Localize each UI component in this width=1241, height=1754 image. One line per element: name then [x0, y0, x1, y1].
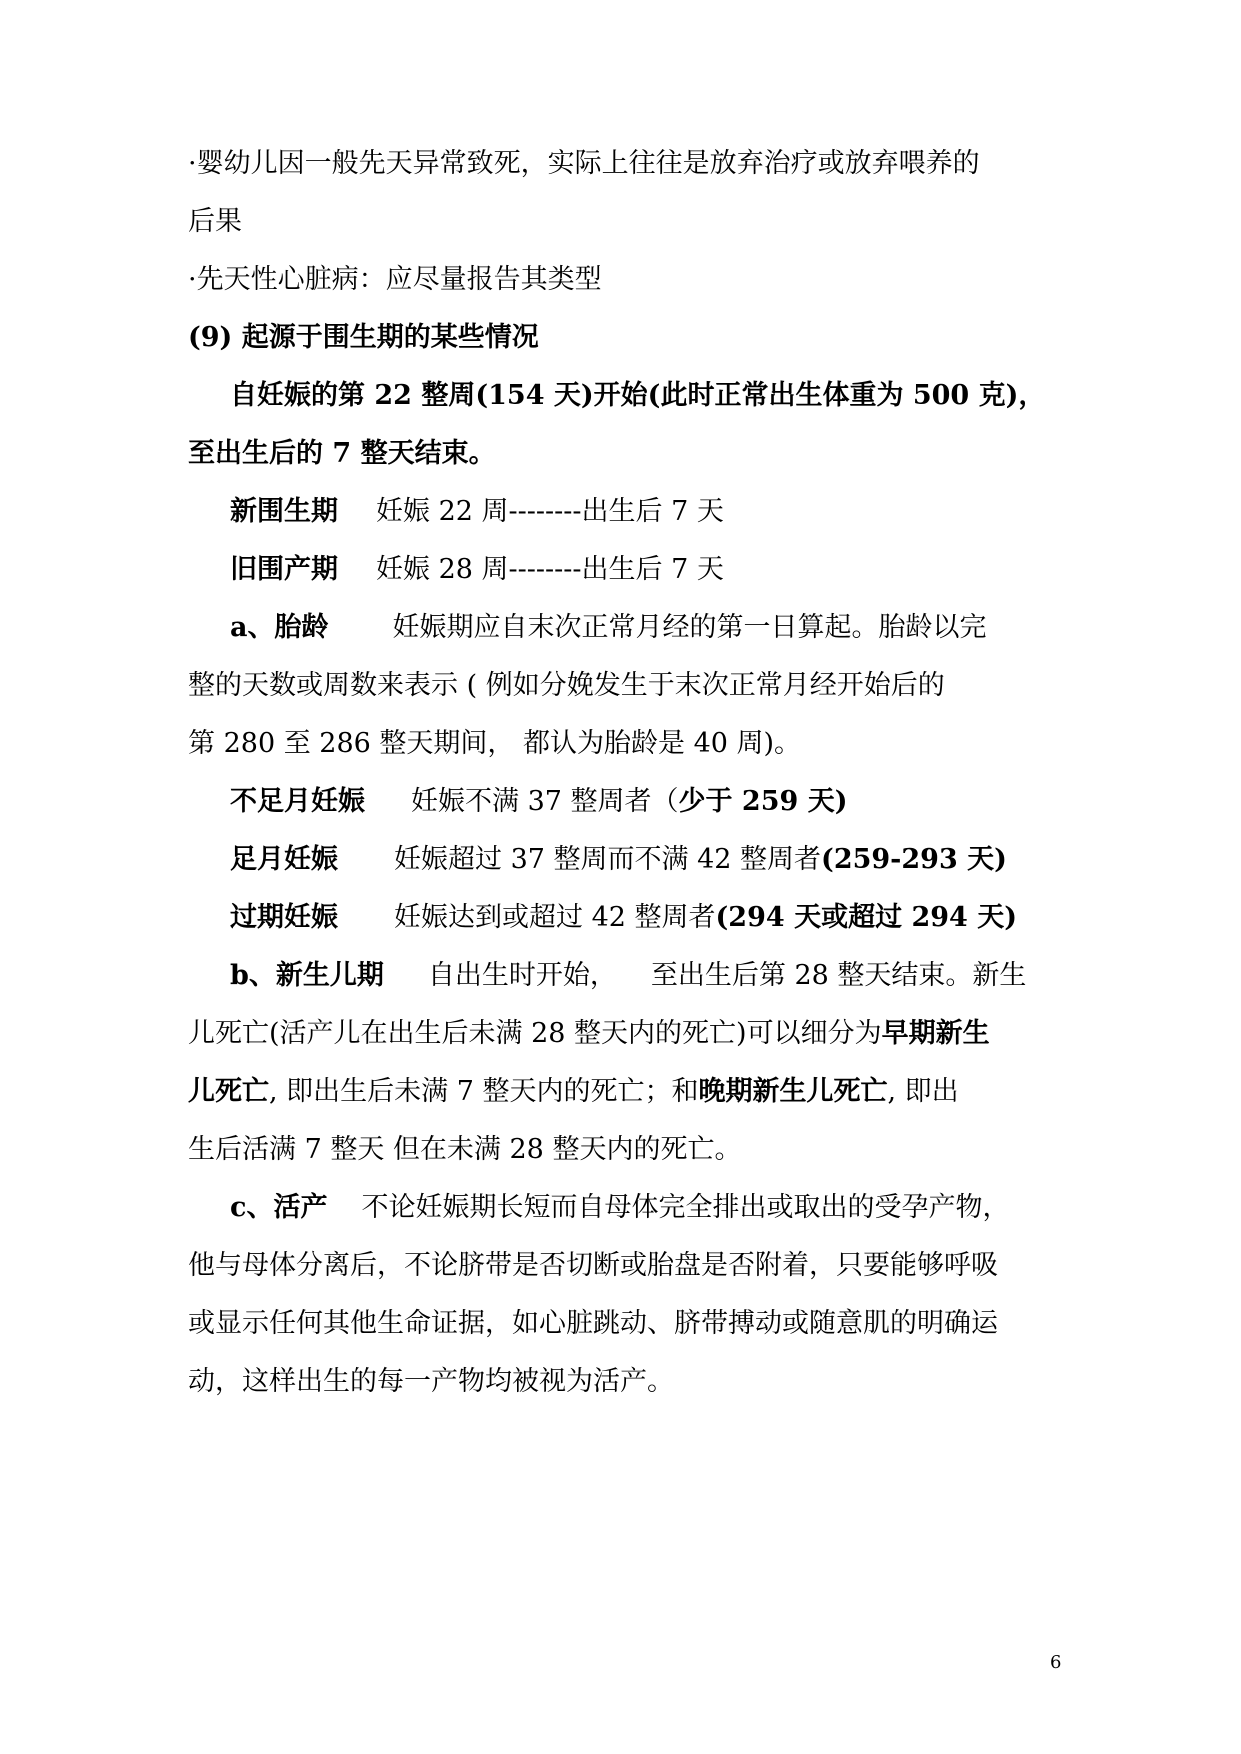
term-full: 足月妊娠 妊娠超过 37 整周而不满 42 整周者(259-293 天)	[230, 844, 1007, 875]
live-birth-line-2: 他与母体分离后，不论脐带是否切断或胎盘是否附着，只要能够呼吸	[188, 1250, 998, 1281]
period-desc: 妊娠 22 周--------出生后 7 天	[376, 496, 724, 527]
term-label: 足月妊娠	[230, 844, 338, 875]
bullet-2: ·先天性心脏病：应尽量报告其类型	[188, 264, 602, 295]
term-label: 不足月妊娠	[230, 786, 365, 817]
period-desc: 妊娠 28 周--------出生后 7 天	[376, 554, 724, 585]
term-label: 过期妊娠	[230, 902, 338, 933]
section-intro-line-2: 至出生后的 7 整天结束。	[188, 438, 496, 469]
gestational-age-line-2: 整的天数或周数来表示 ( 例如分娩发生于末次正常月经开始后的	[188, 670, 945, 701]
bullet-1-line-2: 后果	[188, 206, 242, 237]
period-term: 新围生期	[230, 496, 338, 527]
neonatal-line-4: 生后活满 7 整天 但在未满 28 整天内的死亡。	[188, 1134, 742, 1165]
term-label: a、胎龄	[230, 612, 329, 643]
term-label: b、新生儿期	[230, 960, 384, 991]
page-number: 6	[1050, 1652, 1062, 1673]
neonatal-line-1: b、新生儿期 自出生时开始， 至出生后第 28 整天结束。新生	[230, 960, 1027, 991]
neonatal-line-3: 儿死亡, 即出生后未满 7 整天内的死亡；和晚期新生儿死亡, 即出	[188, 1076, 959, 1107]
term-label: c、活产	[230, 1192, 328, 1223]
gestational-age-line-3: 第 280 至 286 整天期间， 都认为胎龄是 40 周)。	[188, 728, 802, 759]
neonatal-line-2: 儿死亡(活产儿在出生后未满 28 整天内的死亡)可以细分为早期新生	[188, 1018, 990, 1049]
period-old	[230, 552, 1110, 588]
term-preterm: 不足月妊娠 妊娠不满 37 整周者（少于 259 天)	[230, 786, 848, 817]
live-birth-line-3: 或显示任何其他生命证据，如心脏跳动、脐带搏动或随意肌的明确运	[188, 1308, 998, 1339]
period-term: 旧围产期	[230, 554, 338, 585]
gestational-age-line-1: a、胎龄 妊娠期应自末次正常月经的第一日算起。胎龄以完	[230, 612, 987, 643]
term-post: 过期妊娠 妊娠达到或超过 42 整周者(294 天或超过 294 天)	[230, 902, 1018, 933]
period-new	[230, 494, 1110, 530]
section-heading: (9) 起源于围生期的某些情况	[188, 322, 539, 353]
section-intro-line-1: 自妊娠的第 22 整周(154 天)开始(此时正常出生体重为 500 克)，	[230, 380, 1046, 411]
live-birth-line-1: c、活产 不论妊娠期长短而自母体完全排出或取出的受孕产物，	[230, 1192, 1010, 1223]
bullet-1-line-1: ·婴幼儿因一般先天异常致死，实际上往往是放弃治疗或放弃喂养的	[188, 148, 980, 179]
live-birth-line-4: 动，这样出生的每一产物均被视为活产。	[188, 1366, 674, 1397]
